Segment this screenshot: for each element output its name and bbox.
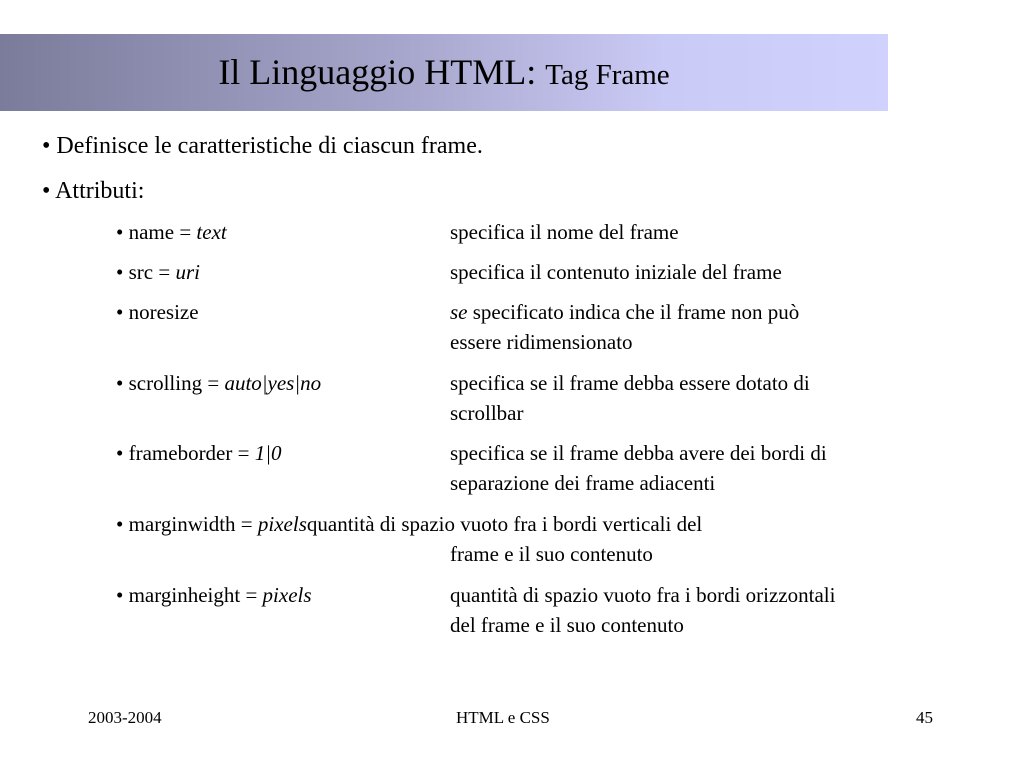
attr-desc: quantità di spazio vuoto fra i bordi verticali del: [306, 512, 703, 536]
attr-value: pixels: [262, 583, 312, 607]
attr-desc-line2: essere ridimensionato: [450, 330, 633, 354]
attr-value: auto|yes|no: [224, 371, 322, 395]
attr-label: [116, 580, 312, 610]
attr-name: • scrolling =: [116, 371, 225, 395]
attr-label: [116, 438, 282, 468]
footer-date: 2003-2004: [88, 708, 162, 727]
attr-desc: specifica il nome del frame: [450, 220, 679, 244]
attr-desc-line2: separazione dei frame adiacenti: [450, 471, 716, 495]
attr-label: [116, 509, 702, 539]
attr-desc: [450, 297, 799, 327]
attr-value: 1|0: [254, 441, 282, 465]
attr-label: [116, 257, 200, 287]
attr-value: uri: [175, 260, 200, 284]
attr-desc-line2: scrollbar: [450, 401, 524, 425]
slide-title: [0, 50, 888, 97]
attr-desc: specifica se il frame debba avere dei bordi di: [450, 441, 827, 465]
attr-name: • name =: [116, 220, 197, 244]
attr-name: • frameborder =: [116, 441, 255, 465]
attr-desc-line2: frame e il suo contenuto: [450, 542, 653, 566]
attr-desc: specifica se il frame debba essere dotato di: [450, 371, 810, 395]
attr-label: [116, 217, 227, 247]
attr-name: • src =: [116, 260, 176, 284]
attr-label: • noresize: [116, 300, 199, 324]
attr-value: text: [196, 220, 227, 244]
attr-name: • marginheight =: [116, 583, 263, 607]
attr-desc-line2: del frame e il suo contenuto: [450, 613, 684, 637]
title-main: Il Linguaggio HTML:: [218, 52, 537, 92]
attr-value: pixels: [257, 512, 307, 536]
bullet-definisce: • Definisce le caratteristiche di ciascun frame.: [42, 133, 483, 159]
attr-desc: specifica il contenuto iniziale del frame: [450, 260, 782, 284]
title-sub: Tag Frame: [545, 59, 670, 91]
attr-label: [116, 368, 321, 398]
attr-name: • marginwidth =: [116, 512, 258, 536]
attr-desc-italic: se: [450, 300, 468, 324]
attr-desc-text: specificato indica che il frame non può: [467, 300, 800, 324]
footer-title: HTML e CSS: [456, 708, 550, 727]
attr-desc: quantità di spazio vuoto fra i bordi orizzontali: [450, 583, 836, 607]
bullet-attributi: • Attributi:: [42, 178, 145, 204]
footer-page-number: 45: [916, 708, 933, 727]
